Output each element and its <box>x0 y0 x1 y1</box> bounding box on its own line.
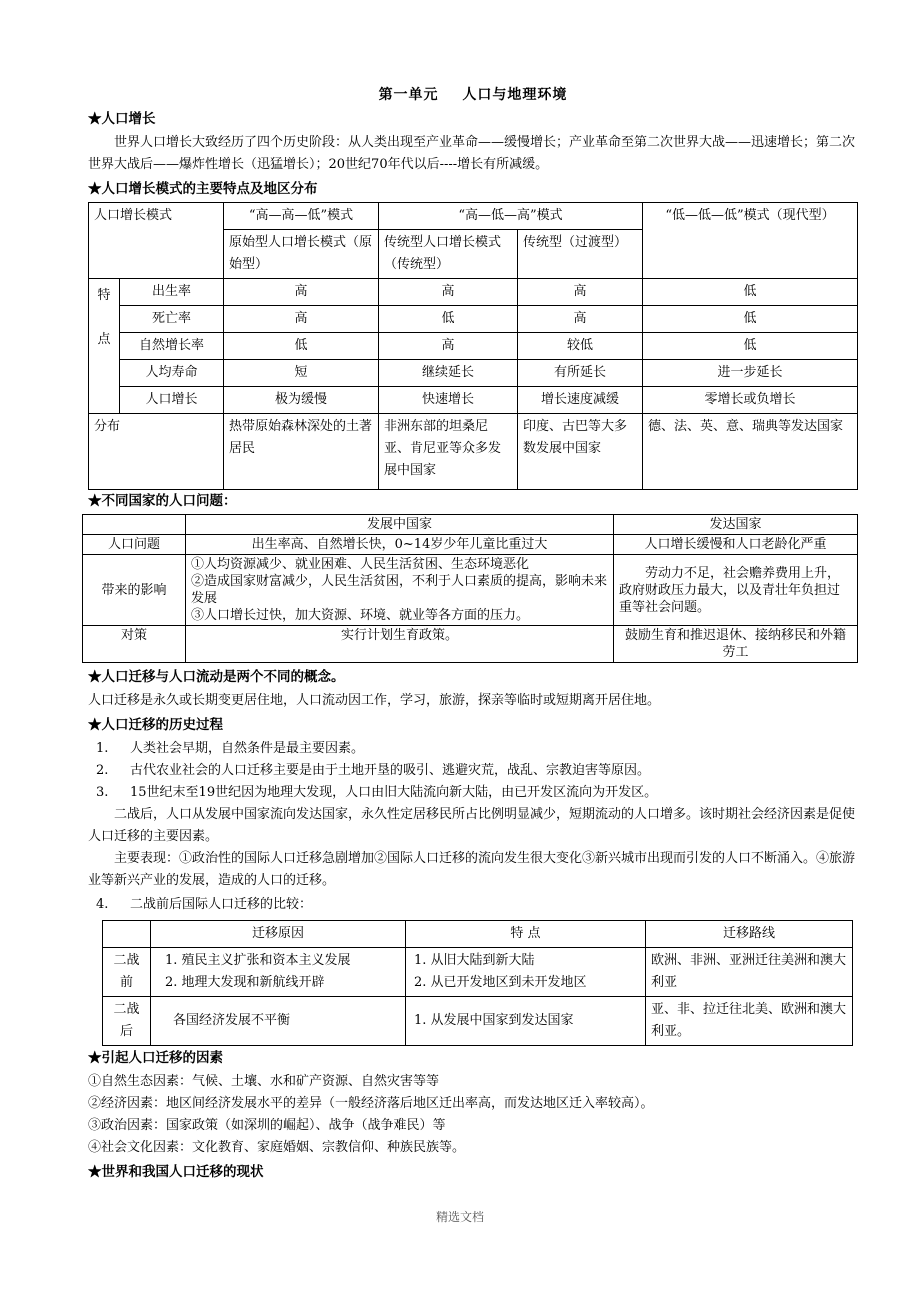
table-cell: 快速增长 <box>379 387 518 414</box>
table-row <box>89 333 858 360</box>
table-cell: 传统型（过渡型） <box>518 230 643 279</box>
table-cell: 增长速度减缓 <box>518 387 643 414</box>
table-cell: 各国经济发展不平衡 <box>151 997 406 1046</box>
table-cell: “高—高—低”模式 <box>224 203 379 230</box>
paragraph-growth-stages: 世界人口增长大致经历了四个历史阶段：从人类出现至产业革命——缓慢增长；产业革命至第二次世界大战——迅速增长；第二次世界大战后——爆炸性增长（迅猛增长）；20世纪70年代以后----增长有所减缓。 <box>88 135 856 172</box>
table-cell: 人口增长 <box>120 387 224 414</box>
table-cell: 零增长或负增长 <box>643 387 858 414</box>
table-cell: 迁移路线 <box>646 921 853 948</box>
list-number: 4. <box>96 897 109 912</box>
table-cell <box>89 279 120 414</box>
table-cell: 亚、非、拉迁往北美、欧洲和澳大利亚。 <box>646 997 853 1046</box>
table-cell: 低 <box>643 279 858 306</box>
table-row <box>89 414 858 490</box>
section-heading-migration-concept: ★人口迁移与人口流动是两个不同的概念。 <box>88 669 345 685</box>
list-item <box>88 894 858 916</box>
table-cell: 高 <box>518 279 643 306</box>
table-cell: 欧洲、非洲、亚洲迁往美洲和澳大利亚 <box>646 948 853 997</box>
list-text: 古代农业社会的人口迁移主要是由于土地开垦的吸引、逃避灾荒，战乱、宗教迫害等原因。 <box>130 763 651 778</box>
list-text: 15世纪末至19世纪因为地理大发现，人口由旧大陆流向新大陆，由已开发区流向为开发区。 <box>130 785 658 800</box>
table-cell: 继续延长 <box>379 360 518 387</box>
table-cell: 发达国家 <box>614 515 858 535</box>
paragraph-postwar: 二战后，人口从发展中国家流向发达国家，永久性定居移民所占比例明显减少，短期流动的人口增多。该时期社会经济因素是促使人口迁移的主要因素。 <box>88 807 856 844</box>
page-title: 第一单元 人口与地理环境 <box>378 87 568 103</box>
table-cell: 特 点 <box>406 921 646 948</box>
table-cell: 德、法、英、意、瑞典等发达国家 <box>643 414 858 490</box>
list-number: 1. <box>96 741 109 756</box>
table-row <box>103 921 853 948</box>
impact-item: ③人口增长过快，加大资源、环境、就业等各方面的压力。 <box>191 608 530 623</box>
table-cell: 高 <box>379 279 518 306</box>
section-heading-population-problems: ★不同国家的人口问题： <box>88 493 237 509</box>
section-heading-growth-models: ★人口增长模式的主要特点及地区分布 <box>88 181 318 197</box>
table-cell: 实行计划生育政策。 <box>186 626 614 663</box>
table-cell: 热带原始森林深处的土著居民 <box>224 414 379 490</box>
migration-comparison-table <box>102 920 853 1046</box>
table-cell <box>406 948 646 997</box>
table-row <box>103 948 853 997</box>
table-cell: 传统型人口增长模式（传统型） <box>379 230 518 279</box>
growth-model-table <box>88 202 858 490</box>
impact-item: ①人均资源减少、就业困难、人民生活贫困、生态环境恶化 <box>191 557 530 572</box>
factor-item: ③政治因素：国家政策（如深圳的崛起）、战争（战争难民）等 <box>88 1118 446 1133</box>
table-cell: 人口增长模式 <box>89 203 224 279</box>
paragraph-main-manifestations: 主要表现：①政治性的国际人口迁移急剧增加②国际人口迁移的流向发生很大变化③新兴城市出现而引发的人口不断涌入。④旅游业等新兴产业的发展，造成的人口的迁移。 <box>88 851 856 888</box>
table-cell: 死亡率 <box>120 306 224 333</box>
table-cell: 二战后 <box>103 997 151 1046</box>
section-heading-migration-status: ★世界和我国人口迁移的现状 <box>88 1164 264 1180</box>
table-cell: 原始型人口增长模式（原始型） <box>224 230 379 279</box>
table-cell: 出生率 <box>120 279 224 306</box>
table-cell: 低 <box>224 333 379 360</box>
list-text: 人类社会早期，自然条件是最主要因素。 <box>130 741 365 756</box>
table-cell <box>186 555 614 626</box>
feature-label-1: 特 <box>97 288 111 303</box>
table-cell: 分布 <box>89 414 224 490</box>
table-cell: 迁移原因 <box>151 921 406 948</box>
table-row <box>89 203 858 230</box>
table-cell: 短 <box>224 360 379 387</box>
list-number: 3. <box>96 785 109 800</box>
table-cell: 鼓励生育和推迟退休、接纳移民和外籍劳工 <box>614 626 858 663</box>
list-item <box>88 760 858 782</box>
table-row <box>89 279 858 306</box>
document-page <box>88 84 858 1185</box>
table-cell: 高 <box>224 306 379 333</box>
factor-item: ①自然生态因素：气候、土壤、水和矿产资源、自然灾害等等 <box>88 1074 440 1089</box>
table-cell: 进一步延长 <box>643 360 858 387</box>
table-row <box>89 387 858 414</box>
table-cell <box>83 515 186 535</box>
table-cell: 极为缓慢 <box>224 387 379 414</box>
table-cell: 高 <box>224 279 379 306</box>
table-cell: 低 <box>379 306 518 333</box>
table-cell: 出生率高、自然增长快，0~14岁少年儿童比重过大 <box>186 535 614 555</box>
table-cell: 高 <box>518 306 643 333</box>
section-heading-population-growth: ★人口增长 <box>88 111 156 127</box>
table-row <box>83 626 858 663</box>
footer-label: 精选文档 <box>435 1210 484 1224</box>
factor-item: ④社会文化因素：文化教育、家庭婚姻、宗教信仰、种族民族等。 <box>88 1140 466 1155</box>
table-cell: 高 <box>379 333 518 360</box>
table-cell: 对策 <box>83 626 186 663</box>
table-row <box>103 997 853 1046</box>
section-heading-migration-history: ★人口迁移的历史过程 <box>88 717 223 733</box>
table-cell: 印度、古巴等大多数发展中国家 <box>518 414 643 490</box>
table-row <box>83 555 858 626</box>
table-cell: “低—低—低”模式（现代型） <box>643 203 858 279</box>
table-cell: 带来的影响 <box>83 555 186 626</box>
feature-item: 2. 从已开发地区到未开发地区 <box>414 975 587 990</box>
reason-item: 2. 地理大发现和新航线开辟 <box>165 975 325 990</box>
table-row <box>83 515 858 535</box>
table-cell: 低 <box>643 306 858 333</box>
list-number: 2. <box>96 763 109 778</box>
list-item <box>88 782 858 804</box>
impact-item: ②造成国家财富减少，人民生活贫困，不利于人口素质的提高，影响未来发展 <box>191 574 608 606</box>
table-cell <box>151 948 406 997</box>
paragraph-migration-definition: 人口迁移是永久或长期变更居住地，人口流动因工作，学习，旅游，探亲等临时或短期离开居住地。 <box>88 693 661 708</box>
table-cell: 较低 <box>518 333 643 360</box>
table-cell: 劳动力不足，社会赡养费用上升，政府财政压力最大，以及青壮年负担过重等社会问题。 <box>614 555 858 626</box>
section-heading-migration-factors: ★引起人口迁移的因素 <box>88 1050 223 1066</box>
table-cell: 人均寿命 <box>120 360 224 387</box>
reason-item: 1. 殖民主义扩张和资本主义发展 <box>165 953 351 968</box>
table-cell: 1. 从发展中国家到发达国家 <box>406 997 646 1046</box>
table-cell: 自然增长率 <box>120 333 224 360</box>
table-row <box>89 306 858 333</box>
table-cell: 低 <box>643 333 858 360</box>
table-cell: 非洲东部的坦桑尼亚、肯尼亚等众多发展中国家 <box>379 414 518 490</box>
table-cell: “高—低—高”模式 <box>379 203 643 230</box>
list-item <box>88 738 858 760</box>
factor-item: ②经济因素：地区间经济发展水平的差异（一般经济落后地区迁出率高，而发达地区迁入率较高）。 <box>88 1096 654 1111</box>
table-cell: 人口问题 <box>83 535 186 555</box>
table-row <box>89 360 858 387</box>
population-problems-table <box>82 514 858 663</box>
table-cell: 二战前 <box>103 948 151 997</box>
feature-item: 1. 从旧大陆到新大陆 <box>414 953 535 968</box>
table-cell: 发展中国家 <box>186 515 614 535</box>
table-row <box>83 535 858 555</box>
table-cell <box>103 921 151 948</box>
list-text: 二战前后国际人口迁移的比较： <box>130 897 313 912</box>
table-cell: 人口增长缓慢和人口老龄化严重 <box>614 535 858 555</box>
feature-label-2: 点 <box>97 332 111 347</box>
table-cell: 有所延长 <box>518 360 643 387</box>
